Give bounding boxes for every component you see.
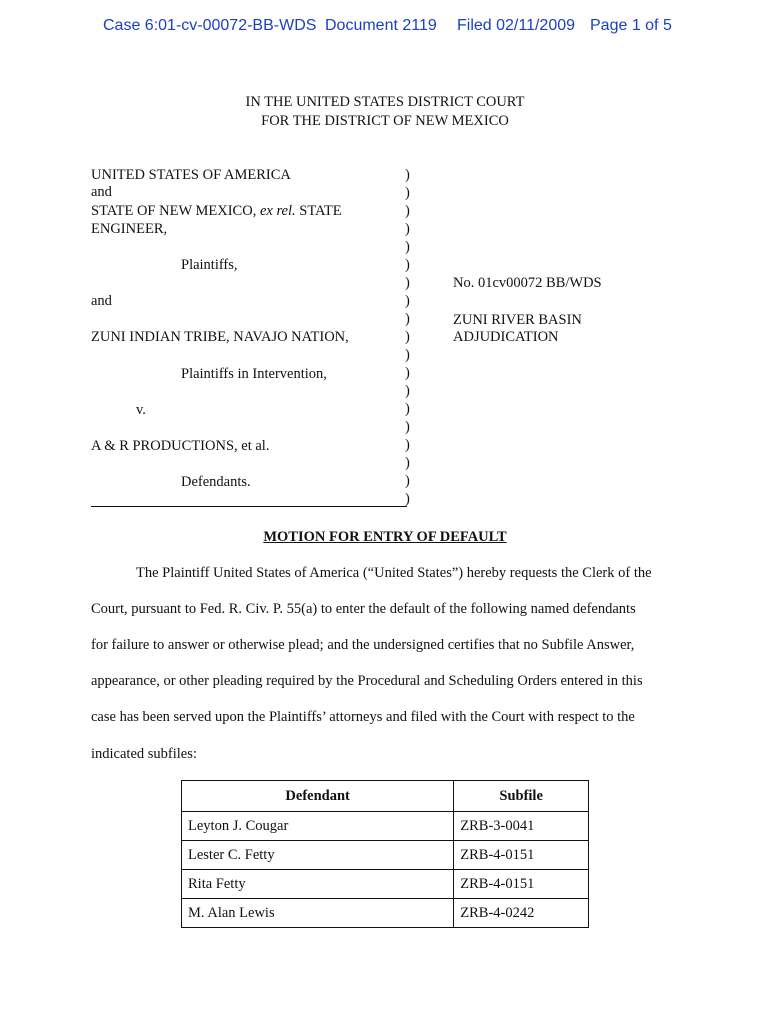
table-header-row [182, 781, 589, 812]
caption-paren: ) [405, 167, 410, 183]
caption-and-1: and [91, 184, 112, 200]
court-heading-line-2: FOR THE DISTRICT OF NEW MEXICO [261, 113, 509, 129]
caption-plaintiff-engineer: ENGINEER, [91, 221, 168, 237]
caption-paren: ) [405, 293, 410, 309]
caption-paren: ) [405, 491, 410, 507]
table-row [182, 841, 589, 870]
body-line-3: for failure to answer or otherwise plead; and the undersigned certifies that no Subfile Answer, [91, 637, 635, 653]
table-cell-defendant: Leyton J. Cougar [182, 812, 454, 841]
body-line-4: appearance, or other pleading required by the Procedural and Scheduling Orders entered in this [91, 673, 643, 689]
table-header-subfile: Subfile [454, 781, 589, 812]
stamp-document-number: Document 2119 [325, 17, 437, 34]
caption-paren: ) [405, 221, 410, 237]
caption-defendants: A & R PRODUCTIONS, et al. [91, 438, 270, 454]
caption-paren: ) [405, 347, 410, 363]
caption-plaintiffs-role: Plaintiffs, [181, 257, 238, 273]
caption-paren: ) [405, 473, 410, 489]
body-line-2: Court, pursuant to Fed. R. Civ. P. 55(a) to enter the default of the following named defendants [91, 601, 636, 617]
stamp-case-number: Case 6:01-cv-00072-BB-WDS [103, 17, 317, 34]
caption-intervenors: ZUNI INDIAN TRIBE, NAVAJO NATION, [91, 329, 349, 345]
caption-paren: ) [405, 365, 410, 381]
defaults-table [181, 780, 589, 928]
caption-paren: ) [405, 383, 410, 399]
body-line-1: The Plaintiff United States of America (“United States”) hereby requests the Clerk of the [136, 565, 652, 581]
stamp-filed-date: Filed 02/11/2009 [457, 17, 576, 34]
table-cell-subfile: ZRB-4-0151 [454, 870, 589, 899]
body-line-6: indicated subfiles: [91, 746, 197, 762]
caption-underline [91, 506, 407, 507]
caption-paren: ) [405, 437, 410, 453]
caption-paren: ) [405, 203, 410, 219]
caption-paren: ) [405, 275, 410, 291]
table-row [182, 899, 589, 928]
case-number: No. 01cv00072 BB/WDS [453, 275, 602, 291]
caption-plaintiff-new-mexico: STATE OF NEW MEXICO, ex rel. STATE [91, 203, 342, 219]
matter-title-line-2: ADJUDICATION [453, 329, 559, 345]
table-cell-defendant: Lester C. Fetty [182, 841, 454, 870]
stamp-page-count: Page 1 of 5 [590, 17, 672, 34]
caption-paren: ) [405, 455, 410, 471]
caption-paren: ) [405, 311, 410, 327]
caption-paren: ) [405, 419, 410, 435]
table-cell-defendant: Rita Fetty [182, 870, 454, 899]
body-line-5: case has been served upon the Plaintiffs’ attorneys and filed with the Court with respect to the [91, 709, 635, 725]
caption-paren: ) [405, 239, 410, 255]
table-cell-subfile: ZRB-3-0041 [454, 812, 589, 841]
table-row [182, 870, 589, 899]
matter-title-line-1: ZUNI RIVER BASIN [453, 312, 582, 328]
motion-title: MOTION FOR ENTRY OF DEFAULT [263, 529, 507, 545]
caption-paren: ) [405, 401, 410, 417]
caption-paren: ) [405, 185, 410, 201]
caption-paren: ) [405, 329, 410, 345]
caption-versus: v. [136, 402, 146, 418]
caption-intervenors-role: Plaintiffs in Intervention, [181, 366, 327, 382]
caption-defendants-role: Defendants. [181, 474, 251, 490]
table-cell-subfile: ZRB-4-0242 [454, 899, 589, 928]
court-heading-line-1: IN THE UNITED STATES DISTRICT COURT [245, 94, 525, 110]
caption-plaintiff-usa: UNITED STATES OF AMERICA [91, 167, 291, 183]
table-cell-defendant: M. Alan Lewis [182, 899, 454, 928]
table-cell-subfile: ZRB-4-0151 [454, 841, 589, 870]
caption-and-2: and [91, 293, 112, 309]
caption-paren: ) [405, 257, 410, 273]
table-header-defendant: Defendant [182, 781, 454, 812]
table-row [182, 812, 589, 841]
